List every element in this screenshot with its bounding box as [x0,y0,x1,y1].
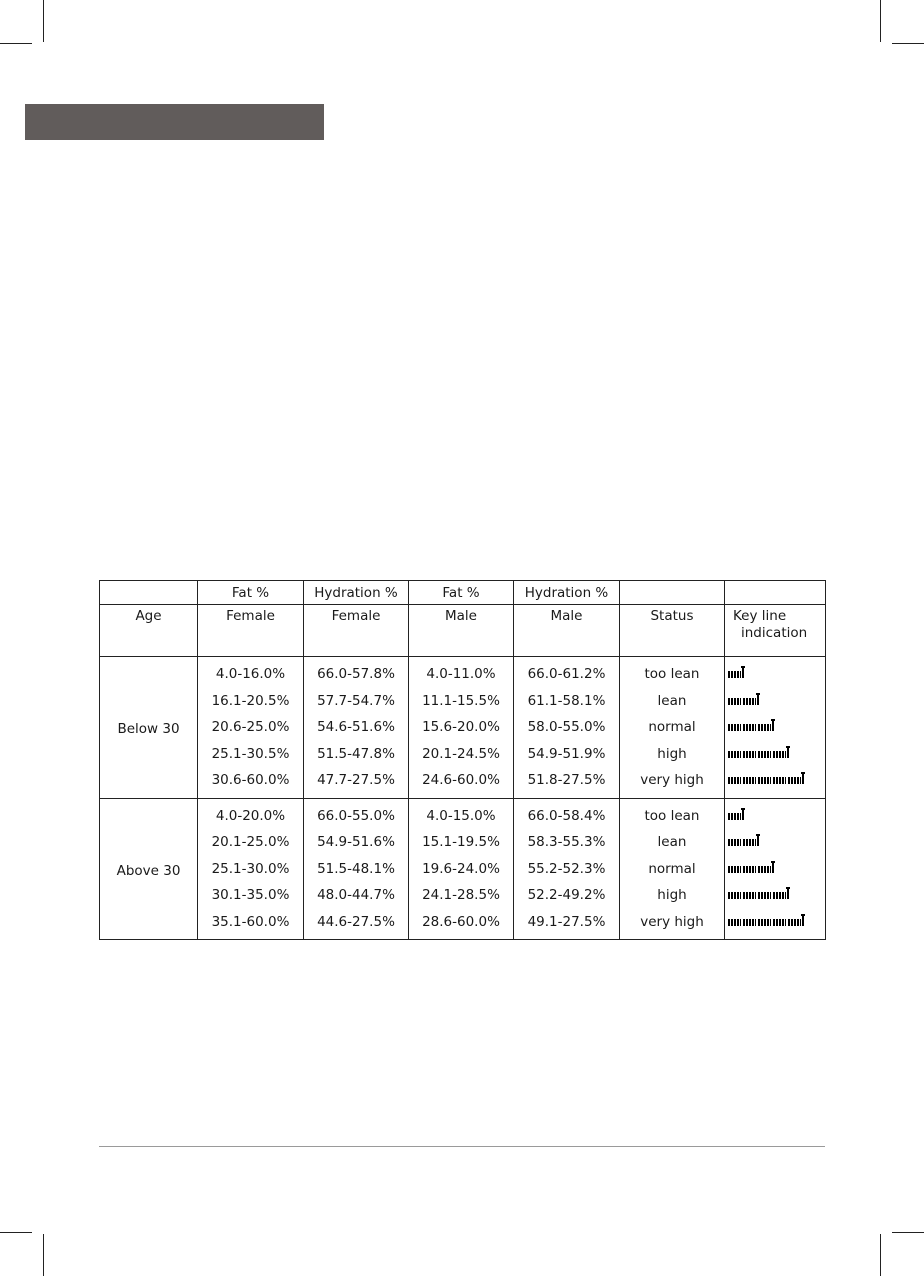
status-cell: too lean [620,657,725,688]
key-line-cell [725,657,826,688]
range-cell: 66.0-57.8% [304,657,409,688]
bar-segment [728,671,741,678]
bar-segment [728,698,741,705]
header-cell: Hydration % [514,581,620,605]
segmented-bar-icon [728,808,744,820]
key-line-cell [725,714,826,741]
header-cell: Hydration % [304,581,409,605]
key-line-label-2: indication [741,625,808,641]
table-row [100,856,826,883]
range-cell: 4.0-11.0% [409,657,514,688]
range-cell: 66.0-55.0% [304,798,409,829]
key-line-label: Key line [733,608,787,624]
header-row-group [100,605,826,657]
bar-segment [743,724,756,731]
range-cell: 15.1-19.5% [409,829,514,856]
bar-tip [757,834,759,846]
segmented-bar-icon [728,914,804,926]
range-cell: 16.1-20.5% [198,688,304,715]
range-cell: 54.9-51.9% [514,741,620,768]
bar-segment [728,813,741,820]
bar-segment [743,751,756,758]
status-cell: lean [620,688,725,715]
status-cell: high [620,882,725,909]
table-row [100,882,826,909]
range-cell: 20.1-25.0% [198,829,304,856]
bar-segment [758,919,771,926]
header-cell [100,581,198,605]
range-cell: 58.3-55.3% [514,829,620,856]
range-cell: 52.2-49.2% [514,882,620,909]
crop-mark [880,0,881,42]
segmented-bar-icon [728,746,789,758]
table-row [100,829,826,856]
range-cell: 61.1-58.1% [514,688,620,715]
segmented-bar-icon [728,666,744,678]
table-row [100,714,826,741]
bar-segment [758,777,771,784]
header-cell-age: Age [100,605,198,657]
range-cell: 24.1-28.5% [409,882,514,909]
bar-tip [772,719,774,731]
footer-rule [99,1146,825,1147]
bar-segment [758,866,771,873]
range-cell: 25.1-30.5% [198,741,304,768]
table-row [100,657,826,688]
range-cell: 51.5-48.1% [304,856,409,883]
bar-segment [773,751,786,758]
status-cell: very high [620,909,725,940]
range-cell: 58.0-55.0% [514,714,620,741]
key-line-cell [725,741,826,768]
table-row [100,798,826,829]
bar-segment [743,919,756,926]
bar-segment [728,919,741,926]
range-cell: 15.6-20.0% [409,714,514,741]
bar-segment [743,777,756,784]
header-cell-male: Male [514,605,620,657]
body-composition-table [99,580,826,940]
bar-segment [743,698,756,705]
bar-segment [728,777,741,784]
range-cell: 30.6-60.0% [198,767,304,798]
bar-tip [787,746,789,758]
range-cell: 4.0-20.0% [198,798,304,829]
range-cell: 48.0-44.7% [304,882,409,909]
key-line-cell [725,829,826,856]
crop-mark [0,43,32,44]
bar-segment [758,724,771,731]
range-cell: 55.2-52.3% [514,856,620,883]
crop-mark [0,1232,32,1233]
range-cell: 51.8-27.5% [514,767,620,798]
range-cell: 54.9-51.6% [304,829,409,856]
table-row [100,688,826,715]
header-cell-female: Female [198,605,304,657]
range-cell: 19.6-24.0% [409,856,514,883]
header-cell-status: Status [620,605,725,657]
table-row [100,767,826,798]
key-line-cell [725,688,826,715]
age-group-cell: Below 30 [100,657,198,799]
segmented-bar-icon [728,772,804,784]
header-cell: Fat % [409,581,514,605]
status-cell: normal [620,856,725,883]
range-cell: 57.7-54.7% [304,688,409,715]
header-cell [725,581,826,605]
bar-segment [773,892,786,899]
range-cell: 47.7-27.5% [304,767,409,798]
range-cell: 44.6-27.5% [304,909,409,940]
crop-mark [892,1232,924,1233]
range-cell: 51.5-47.8% [304,741,409,768]
range-cell: 20.1-24.5% [409,741,514,768]
range-cell: 54.6-51.6% [304,714,409,741]
key-line-cell [725,909,826,940]
section-header-bar [25,104,324,140]
range-cell: 35.1-60.0% [198,909,304,940]
crop-mark [43,0,44,42]
header-cell: Fat % [198,581,304,605]
crop-mark [892,43,924,44]
bar-segment [728,724,741,731]
table-row [100,741,826,768]
segmented-bar-icon [728,834,759,846]
status-cell: normal [620,714,725,741]
key-line-cell [725,856,826,883]
key-line-cell [725,798,826,829]
bar-tip [772,861,774,873]
segmented-bar-icon [728,861,774,873]
segmented-bar-icon [728,693,759,705]
bar-segment [758,892,771,899]
bar-segment [728,866,741,873]
key-line-cell [725,767,826,798]
crop-mark [43,1234,44,1276]
range-cell: 4.0-15.0% [409,798,514,829]
age-group-cell: Above 30 [100,798,198,940]
header-cell-female: Female [304,605,409,657]
status-cell: high [620,741,725,768]
bar-segment [743,892,756,899]
range-cell: 66.0-58.4% [514,798,620,829]
bar-segment [788,777,801,784]
bar-tip [742,666,744,678]
status-cell: very high [620,767,725,798]
status-cell: too lean [620,798,725,829]
bar-segment [728,751,741,758]
range-cell: 66.0-61.2% [514,657,620,688]
range-cell: 24.6-60.0% [409,767,514,798]
bar-tip [802,914,804,926]
header-cell [620,581,725,605]
bar-tip [757,693,759,705]
range-cell: 11.1-15.5% [409,688,514,715]
bar-tip [787,887,789,899]
bar-segment [758,751,771,758]
range-cell: 30.1-35.0% [198,882,304,909]
header-row-metric [100,581,826,605]
bar-segment [773,777,786,784]
segmented-bar-icon [728,719,774,731]
bar-tip [802,772,804,784]
header-cell-key-line [725,605,826,657]
range-cell: 25.1-30.0% [198,856,304,883]
bar-segment [743,866,756,873]
key-line-cell [725,882,826,909]
bar-segment [788,919,801,926]
bar-segment [743,839,756,846]
bar-segment [728,839,741,846]
range-cell: 4.0-16.0% [198,657,304,688]
bar-segment [728,892,741,899]
range-cell: 20.6-25.0% [198,714,304,741]
status-cell: lean [620,829,725,856]
header-cell-male: Male [409,605,514,657]
table-row [100,909,826,940]
crop-mark [880,1234,881,1276]
bar-segment [773,919,786,926]
range-cell: 28.6-60.0% [409,909,514,940]
segmented-bar-icon [728,887,789,899]
bar-tip [742,808,744,820]
range-cell: 49.1-27.5% [514,909,620,940]
